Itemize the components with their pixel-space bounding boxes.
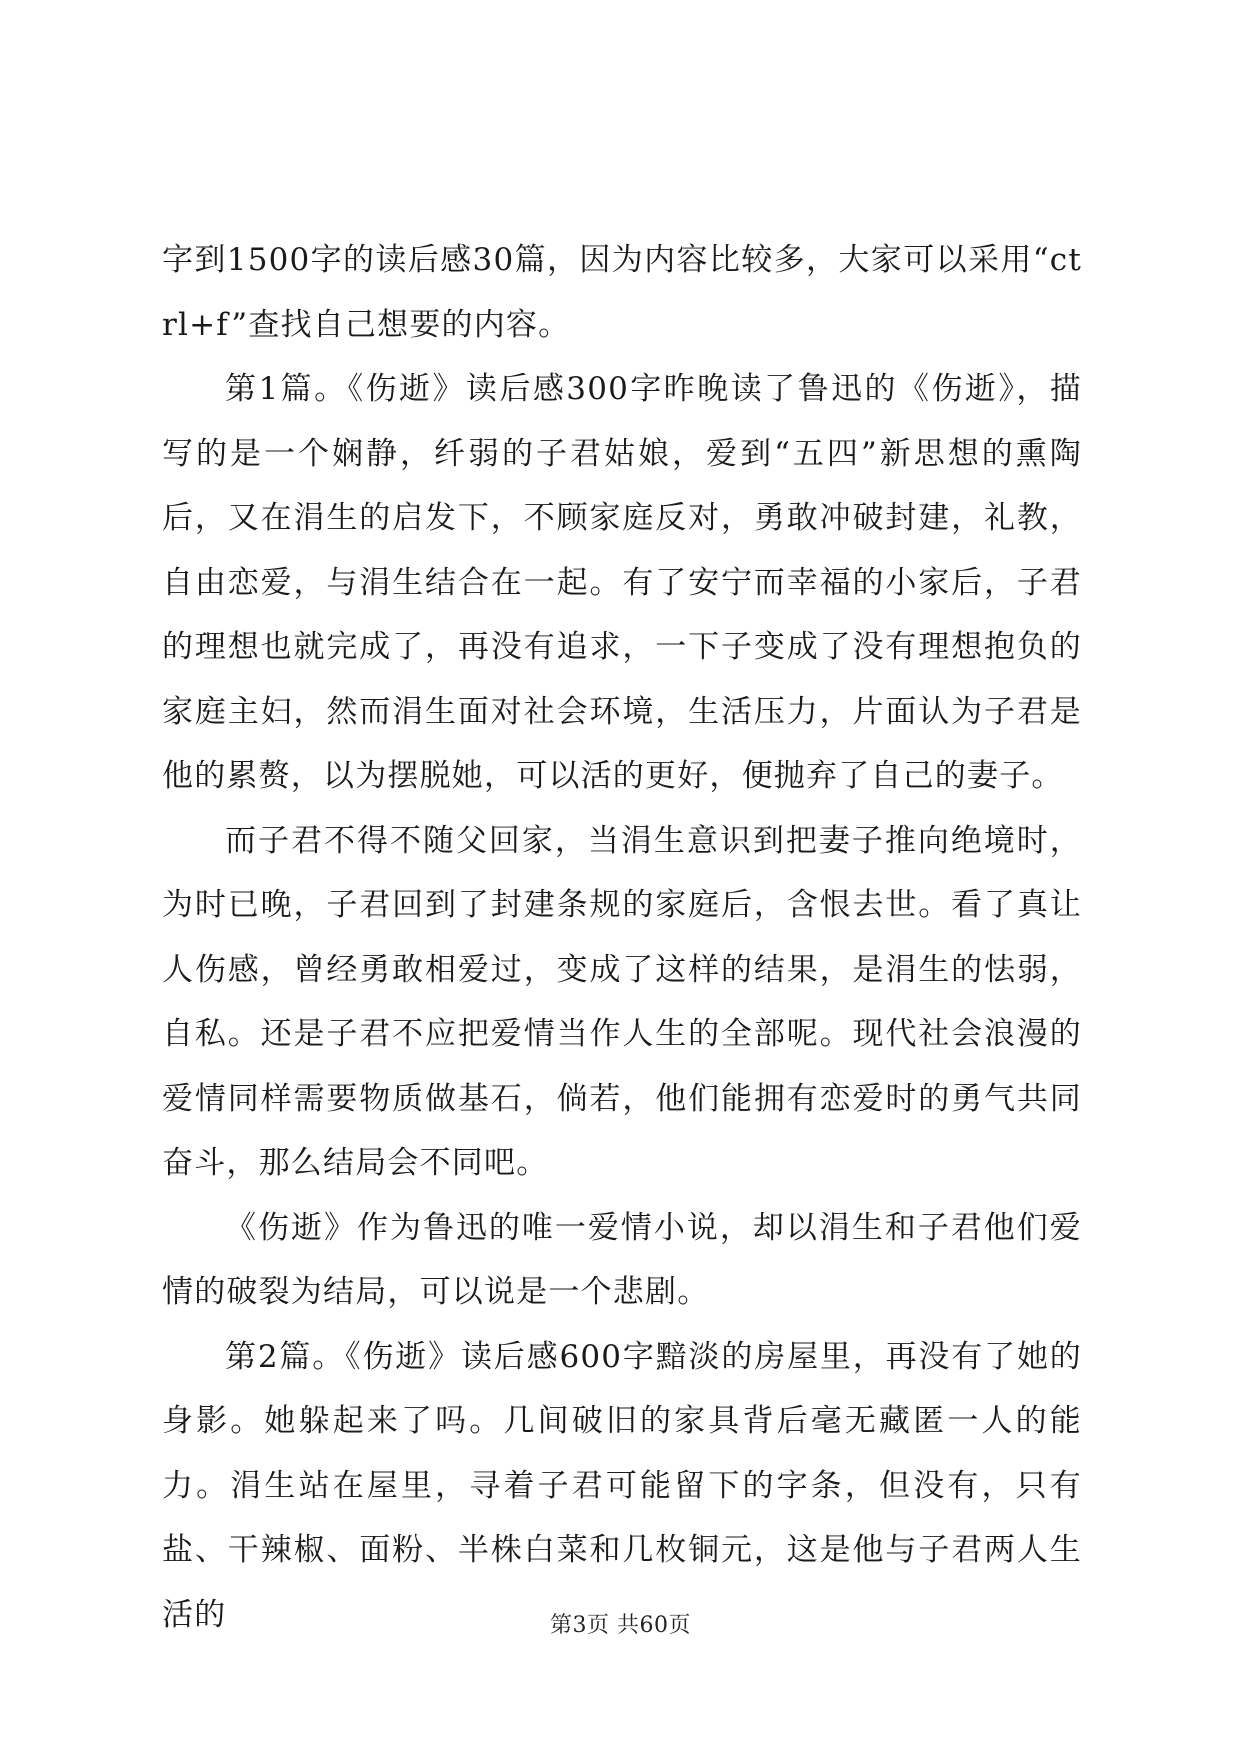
paragraph-article-1-continued: 而子君不得不随父回家，当涓生意识到把妻子推向绝境时，为时已晚，子君回到了封建条规的家庭后，含恨去世。看了真让人伤感，曾经勇敢相爱过，变成了这样的结果，是涓生的怯弱，自私。还是子君不应把爱情当作人生的全部呢。现代社会浪漫的爱情同样需要物质做基石，倘若，他们能拥有恋爱时的勇气共同奋斗，那么结局会不同吧。 <box>162 822 1082 1181</box>
paragraph-intro-continuation: 字到1500字的读后感30篇，因为内容比较多，大家可以采用“ctrl+f”查找自己想要的内容。 <box>162 242 1082 343</box>
paragraph-article-2: 第2篇。《伤逝》读后感600字黯淡的房屋里，再没有了她的身影。她躲起来了吗。几间破旧的家具背后毫无藏匿一人的能力。涓生站在屋里，寻着子君可能留下的字条，但没有，只有盐、干辣椒、面粉、半株白菜和几枚铜元，这是他与子君两人生活的 <box>162 1338 1082 1633</box>
paragraph-article-1: 第1篇。《伤逝》读后感300字昨晚读了鲁迅的《伤逝》，描写的是一个娴静，纤弱的子君姑娘，爱到“五四”新思想的熏陶后，又在涓生的启发下，不顾家庭反对，勇敢冲破封建，礼教，自由恋爱，与涓生结合在一起。有了安宁而幸福的小家后，子君的理想也就完成了，再没有追求，一下子变成了没有理想抱负的家庭主妇，然而涓生面对社会环境，生活压力，片面认为子君是他的累赘，以为摆脱她，可以活的更好，便抛弃了自己的妻子。 <box>162 371 1082 794</box>
paragraph-article-1-conclusion: 《伤逝》作为鲁迅的唯一爱情小说，却以涓生和子君他们爱情的破裂为结局，可以说是一个悲剧。 <box>162 1209 1082 1310</box>
document-body <box>162 228 1082 1647</box>
page-number-footer: 第3页 共60页 <box>550 1613 691 1638</box>
